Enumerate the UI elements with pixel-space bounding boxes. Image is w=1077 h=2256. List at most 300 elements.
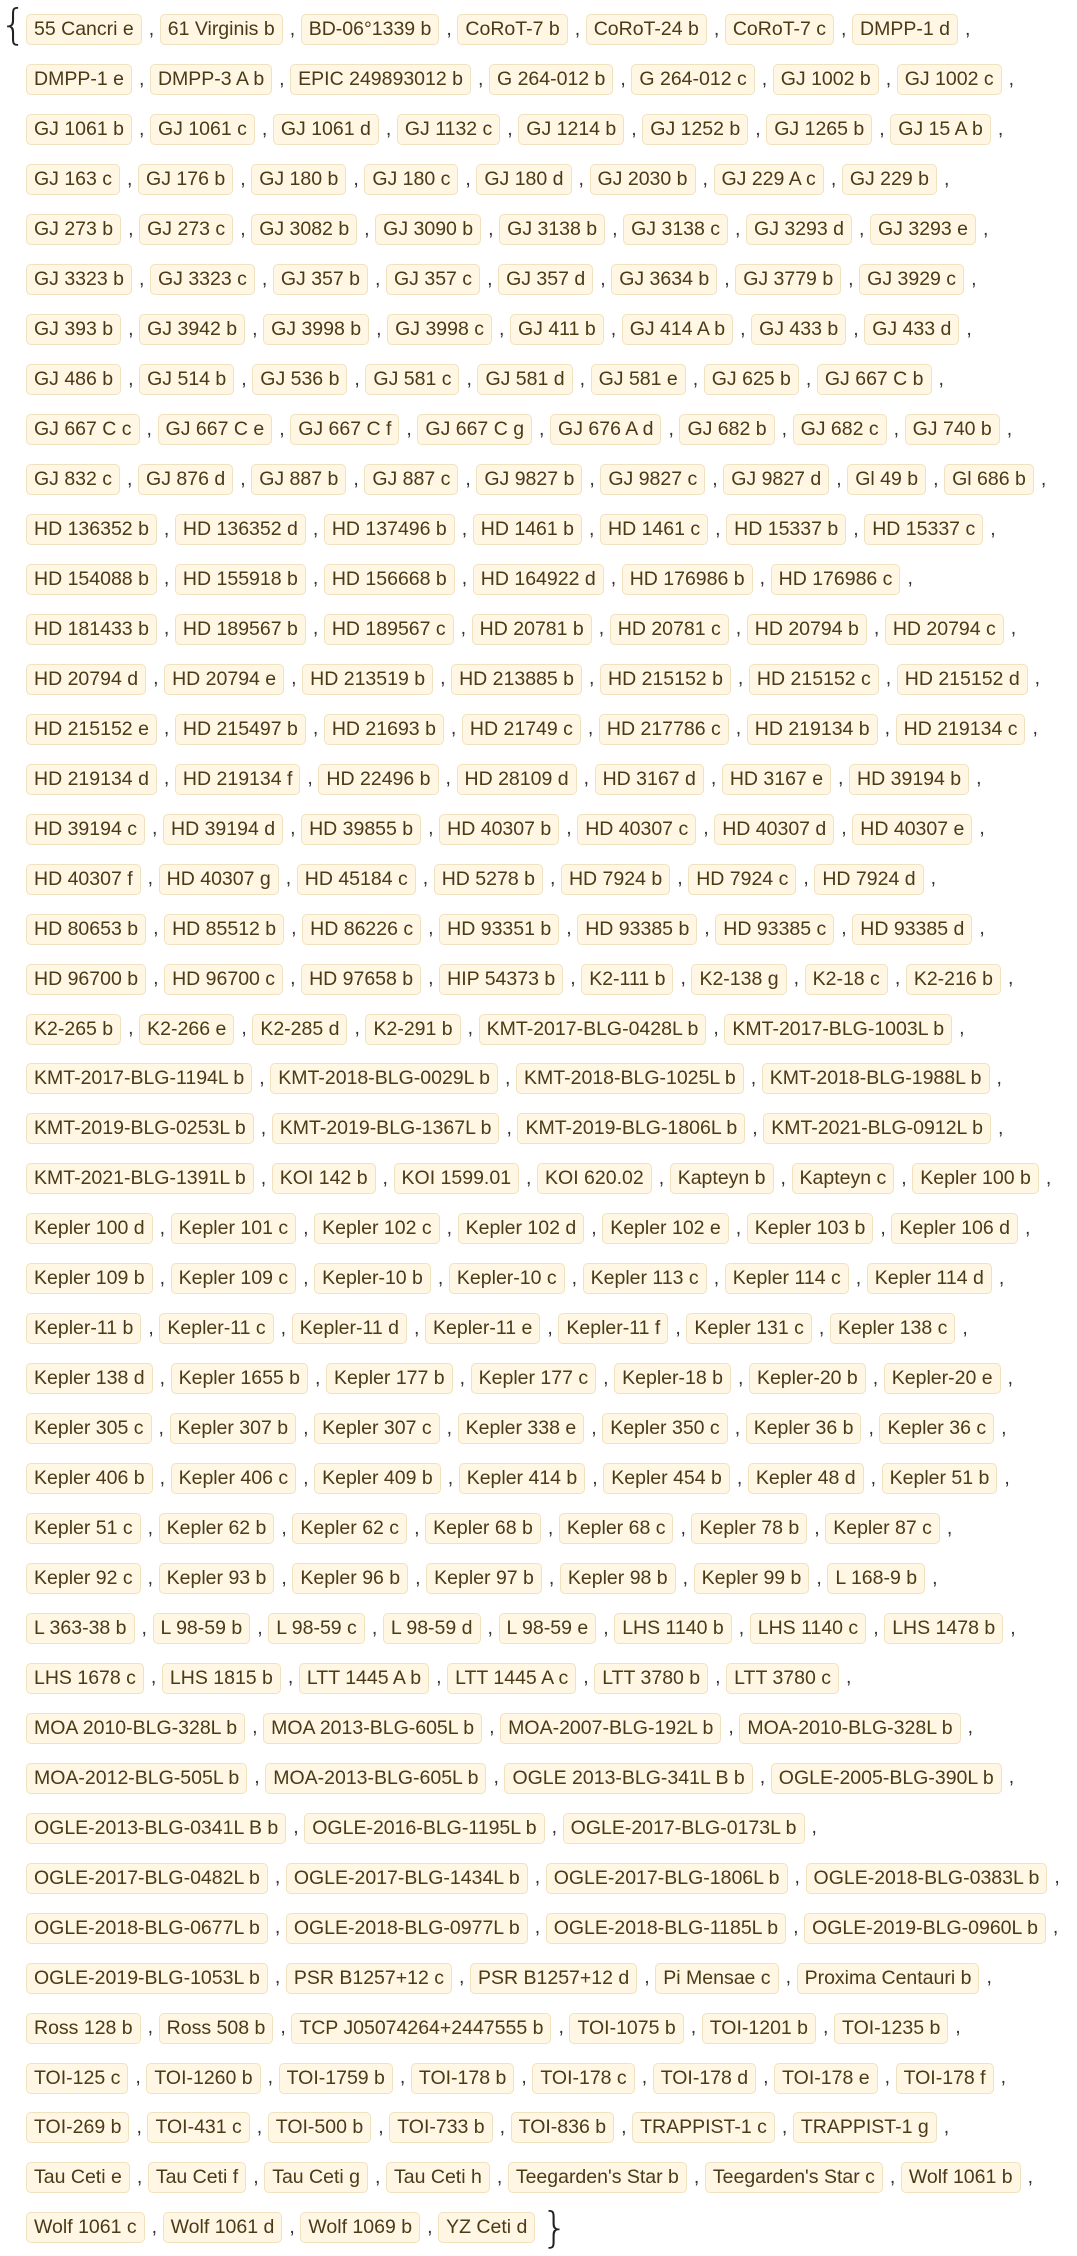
planet-chip[interactable]: Kepler 99 b bbox=[694, 1563, 810, 1594]
planet-chip[interactable]: MOA-2007-BLG-192L b bbox=[500, 1713, 721, 1744]
planet-chip[interactable]: HD 28109 d bbox=[457, 764, 577, 795]
planet-chip[interactable]: TOI-1260 b bbox=[146, 2063, 260, 2094]
planet-chip[interactable]: KMT-2017-BLG-0428L b bbox=[479, 1014, 707, 1045]
planet-chip[interactable]: TOI-125 c bbox=[26, 2063, 128, 2094]
planet-chip[interactable]: KMT-2018-BLG-1025L b bbox=[516, 1063, 744, 1094]
planet-chip[interactable]: OGLE-2017-BLG-0173L b bbox=[563, 1813, 805, 1844]
planet-chip[interactable]: OGLE-2018-BLG-0677L b bbox=[26, 1913, 268, 1944]
planet-chip[interactable]: Kepler 102 c bbox=[314, 1213, 440, 1244]
planet-chip[interactable]: HD 39194 c bbox=[26, 814, 145, 845]
planet-chip[interactable]: HD 156668 b bbox=[324, 564, 455, 595]
planet-chip[interactable]: Teegarden's Star c bbox=[705, 2162, 883, 2193]
planet-chip[interactable]: Kepler 93 b bbox=[159, 1563, 275, 1594]
planet-chip[interactable]: HD 85512 b bbox=[164, 914, 284, 945]
planet-chip[interactable]: TOI-178 b bbox=[411, 2063, 514, 2094]
planet-chip[interactable]: HD 136352 b bbox=[26, 514, 157, 545]
planet-chip[interactable]: GJ 887 b bbox=[251, 464, 346, 495]
planet-chip[interactable]: HD 189567 b bbox=[175, 614, 306, 645]
planet-chip[interactable]: KOI 1599.01 bbox=[394, 1163, 520, 1194]
planet-chip[interactable]: G 264-012 c bbox=[631, 64, 754, 95]
planet-chip[interactable]: Kepler-11 d bbox=[292, 1313, 407, 1344]
planet-chip[interactable]: KOI 142 b bbox=[272, 1163, 376, 1194]
list-item bbox=[577, 807, 714, 851]
planet-chip[interactable]: GJ 3634 b bbox=[611, 264, 717, 295]
planet-chip[interactable]: Kepler 454 b bbox=[603, 1463, 730, 1494]
planet-chip[interactable]: GJ 3293 d bbox=[746, 214, 852, 245]
planet-chip[interactable]: GJ 357 c bbox=[386, 264, 480, 295]
planet-chip[interactable]: Tau Ceti g bbox=[264, 2162, 368, 2193]
planet-chip[interactable]: Tau Ceti f bbox=[148, 2162, 246, 2193]
planet-chip[interactable]: TOI-1201 b bbox=[702, 2013, 816, 2044]
planet-chip[interactable]: GJ 3929 c bbox=[859, 264, 964, 295]
planet-chip[interactable]: OGLE-2018-BLG-0977L b bbox=[286, 1913, 528, 1944]
planet-chip[interactable]: L 98-59 d bbox=[383, 1613, 481, 1644]
planet-chip[interactable]: TOI-1235 b bbox=[834, 2013, 948, 2044]
separator-comma: , bbox=[873, 617, 880, 640]
planet-chip[interactable]: GJ 887 c bbox=[364, 464, 458, 495]
planet-chip[interactable]: HD 39194 d bbox=[163, 814, 283, 845]
planet-chip[interactable]: HD 40307 d bbox=[714, 814, 834, 845]
planet-chip[interactable]: TOI-1075 b bbox=[569, 2013, 683, 2044]
planet-chip[interactable]: GJ 581 d bbox=[477, 364, 572, 395]
planet-chip[interactable]: TOI-178 d bbox=[653, 2063, 756, 2094]
planet-chip[interactable]: HD 96700 b bbox=[26, 964, 146, 995]
planet-chip[interactable]: Ross 128 b bbox=[26, 2013, 141, 2044]
planet-chip[interactable]: Kepler 406 c bbox=[171, 1463, 297, 1494]
planet-chip[interactable]: OGLE-2018-BLG-1185L b bbox=[546, 1913, 786, 1944]
planet-chip[interactable]: Kepler 101 c bbox=[171, 1213, 297, 1244]
planet-chip[interactable]: GJ 9827 c bbox=[600, 464, 705, 495]
planet-chip[interactable]: HD 215152 c bbox=[749, 664, 879, 695]
planet-chip[interactable]: OGLE 2013-BLG-341L B b bbox=[504, 1763, 752, 1794]
planet-chip[interactable]: Kepler 100 b bbox=[912, 1163, 1039, 1194]
separator-comma: , bbox=[551, 1816, 558, 1839]
planet-chip[interactable]: OGLE-2017-BLG-1806L b bbox=[546, 1863, 788, 1894]
planet-chip[interactable]: OGLE-2013-BLG-0341L B b bbox=[26, 1813, 286, 1844]
planet-chip[interactable]: Kepler 307 c bbox=[314, 1413, 440, 1444]
planet-chip[interactable]: TRAPPIST-1 g bbox=[793, 2112, 937, 2143]
planet-chip[interactable]: HD 219134 d bbox=[26, 764, 157, 795]
planet-chip[interactable]: Kepler-11 c bbox=[159, 1313, 273, 1344]
planet-chip[interactable]: HD 93385 b bbox=[577, 914, 697, 945]
planet-chip[interactable]: KMT-2019-BLG-0253L b bbox=[26, 1113, 254, 1144]
planet-chip[interactable]: Kepler 62 b bbox=[159, 1513, 275, 1544]
planet-chip[interactable]: EPIC 249893012 b bbox=[290, 64, 471, 95]
planet-chip[interactable]: GJ 1214 b bbox=[518, 114, 624, 145]
planet-chip[interactable]: GJ 1061 c bbox=[150, 114, 255, 145]
planet-chip[interactable]: Wolf 1069 b bbox=[300, 2212, 420, 2243]
planet-chip[interactable]: DMPP-1 d bbox=[852, 14, 958, 45]
planet-chip[interactable]: Kepler 109 b bbox=[26, 1263, 153, 1294]
planet-chip[interactable]: TOI-178 f bbox=[896, 2063, 994, 2094]
planet-chip[interactable]: MOA-2013-BLG-605L b bbox=[265, 1763, 486, 1794]
planet-chip[interactable]: GJ 667 C f bbox=[290, 414, 399, 445]
planet-chip[interactable]: HD 15337 b bbox=[726, 514, 846, 545]
planet-chip[interactable]: Kepler 106 d bbox=[891, 1213, 1018, 1244]
planet-chip[interactable]: Kepler 96 b bbox=[292, 1563, 408, 1594]
planet-chip[interactable]: KMT-2021-BLG-0912L b bbox=[763, 1113, 991, 1144]
planet-chip[interactable]: Kepler 102 e bbox=[602, 1213, 729, 1244]
planet-chip[interactable]: OGLE-2019-BLG-0960L b bbox=[804, 1913, 1046, 1944]
planet-chip[interactable]: HD 20794 d bbox=[26, 664, 146, 695]
planet-chip[interactable]: Kepler-11 f bbox=[558, 1313, 668, 1344]
planet-chip[interactable]: Kepler 87 c bbox=[825, 1513, 940, 1544]
planet-chip[interactable]: GJ 433 b bbox=[751, 314, 846, 345]
planet-chip[interactable]: HD 219134 b bbox=[747, 714, 878, 745]
planet-chip[interactable]: Kepler 414 b bbox=[459, 1463, 586, 1494]
planet-chip[interactable]: Kepler 109 c bbox=[171, 1263, 297, 1294]
planet-chip[interactable]: Kepler 51 c bbox=[26, 1513, 141, 1544]
planet-chip[interactable]: K2-18 c bbox=[805, 964, 888, 995]
planet-chip[interactable]: DMPP-3 A b bbox=[150, 64, 272, 95]
planet-chip[interactable]: MOA-2012-BLG-505L b bbox=[26, 1763, 247, 1794]
planet-chip[interactable]: HD 215152 b bbox=[600, 664, 731, 695]
planet-chip[interactable]: K2-291 b bbox=[365, 1014, 460, 1045]
planet-chip[interactable]: Kepler 78 b bbox=[691, 1513, 807, 1544]
planet-chip[interactable]: Kepler 305 c bbox=[26, 1413, 152, 1444]
planet-chip[interactable]: GJ 1002 b bbox=[773, 64, 879, 95]
planet-chip[interactable]: Kepler 177 b bbox=[326, 1363, 453, 1394]
planet-chip[interactable]: GJ 581 e bbox=[591, 364, 686, 395]
planet-chip[interactable]: LTT 3780 b bbox=[594, 1663, 708, 1694]
planet-chip[interactable]: TCP J05074264+2447555 b bbox=[291, 2013, 551, 2044]
planet-chip[interactable]: Kepler-11 b bbox=[26, 1313, 141, 1344]
planet-chip[interactable]: GJ 176 b bbox=[138, 164, 233, 195]
planet-chip[interactable]: GJ 3998 c bbox=[387, 314, 492, 345]
planet-chip[interactable]: Teegarden's Star b bbox=[508, 2162, 687, 2193]
planet-chip[interactable]: LHS 1678 c bbox=[26, 1663, 144, 1694]
planet-chip[interactable]: HD 40307 f bbox=[26, 864, 141, 895]
planet-chip[interactable]: Kepler 338 e bbox=[458, 1413, 585, 1444]
planet-chip[interactable]: OGLE-2016-BLG-1195L b bbox=[304, 1813, 544, 1844]
planet-chip[interactable]: HD 93351 b bbox=[439, 914, 559, 945]
planet-chip[interactable]: GJ 1002 c bbox=[897, 64, 1002, 95]
planet-chip[interactable]: Wolf 1061 b bbox=[901, 2162, 1021, 2193]
planet-chip[interactable]: HD 21749 c bbox=[462, 714, 581, 745]
planet-chip[interactable]: HD 86226 c bbox=[302, 914, 421, 945]
planet-chip[interactable]: TOI-733 b bbox=[389, 2112, 492, 2143]
planet-chip[interactable]: Kepler 103 b bbox=[747, 1213, 874, 1244]
planet-chip[interactable]: HD 21693 b bbox=[324, 714, 444, 745]
planet-chip[interactable]: Ross 508 b bbox=[159, 2013, 274, 2044]
planet-chip[interactable]: GJ 486 b bbox=[26, 364, 121, 395]
planet-chip[interactable]: GJ 667 C g bbox=[417, 414, 532, 445]
planet-chip[interactable]: KMT-2017-BLG-1003L b bbox=[724, 1014, 952, 1045]
planet-chip[interactable]: HD 154088 b bbox=[26, 564, 157, 595]
planet-chip[interactable]: 55 Cancri e bbox=[26, 14, 142, 45]
planet-chip[interactable]: HD 215497 b bbox=[175, 714, 306, 745]
planet-chip[interactable]: GJ 229 A c bbox=[714, 164, 824, 195]
planet-chip[interactable]: 61 Virginis b bbox=[160, 14, 283, 45]
planet-chip[interactable]: GJ 3323 c bbox=[150, 264, 255, 295]
planet-chip[interactable]: GJ 3090 b bbox=[375, 214, 481, 245]
planet-chip[interactable]: K2-285 d bbox=[252, 1014, 347, 1045]
planet-chip[interactable]: Kepler 177 c bbox=[471, 1363, 597, 1394]
planet-chip[interactable]: Kepler 92 c bbox=[26, 1563, 141, 1594]
planet-chip[interactable]: GJ 2030 b bbox=[590, 164, 696, 195]
planet-chip[interactable]: HIP 54373 b bbox=[439, 964, 563, 995]
planet-chip[interactable]: CoRoT-7 b bbox=[457, 14, 567, 45]
planet-chip[interactable]: TOI-269 b bbox=[26, 2112, 129, 2143]
planet-chip[interactable]: GJ 3942 b bbox=[139, 314, 245, 345]
planet-chip[interactable]: GJ 3082 b bbox=[251, 214, 357, 245]
planet-chip[interactable]: OGLE-2017-BLG-1434L b bbox=[286, 1863, 528, 1894]
planet-chip[interactable]: PSR B1257+12 c bbox=[286, 1963, 452, 1994]
planet-chip[interactable]: Kepler 51 b bbox=[882, 1463, 998, 1494]
planet-chip[interactable]: L 363-38 b bbox=[26, 1613, 135, 1644]
planet-chip[interactable]: YZ Ceti d bbox=[438, 2212, 535, 2243]
planet-chip[interactable]: KMT-2017-BLG-1194L b bbox=[26, 1063, 252, 1094]
planet-chip[interactable]: DMPP-1 e bbox=[26, 64, 132, 95]
planet-chip[interactable]: KOI 620.02 bbox=[537, 1163, 652, 1194]
planet-chip[interactable]: L 98-59 c bbox=[268, 1613, 365, 1644]
planet-chip[interactable]: Kepler 100 d bbox=[26, 1213, 153, 1244]
planet-chip[interactable]: Proxima Centauri b bbox=[797, 1963, 980, 1994]
planet-chip[interactable]: Kepler 68 b bbox=[425, 1513, 541, 1544]
planet-chip[interactable]: GJ 1252 b bbox=[642, 114, 748, 145]
planet-chip[interactable]: GJ 229 b bbox=[842, 164, 937, 195]
planet-chip[interactable]: Kapteyn b bbox=[670, 1163, 774, 1194]
planet-chip[interactable]: K2-111 b bbox=[581, 964, 673, 995]
planet-chip[interactable]: GJ 3293 e bbox=[870, 214, 976, 245]
planet-chip[interactable]: GJ 9827 b bbox=[476, 464, 582, 495]
planet-chip[interactable]: L 98-59 b bbox=[153, 1613, 251, 1644]
planet-chip[interactable]: HD 7924 d bbox=[814, 864, 923, 895]
planet-chip[interactable]: Kepler-18 b bbox=[614, 1363, 731, 1394]
planet-chip[interactable]: GJ 625 b bbox=[704, 364, 799, 395]
planet-chip[interactable]: HD 1461 c bbox=[600, 514, 708, 545]
planet-chip[interactable]: GJ 682 c bbox=[793, 414, 887, 445]
planet-chip[interactable]: Kepler 350 c bbox=[602, 1413, 728, 1444]
planet-chip[interactable]: GJ 1061 b bbox=[26, 114, 132, 145]
planet-chip[interactable]: Kepler 409 b bbox=[314, 1463, 441, 1494]
planet-chip[interactable]: GJ 15 A b bbox=[890, 114, 991, 145]
planet-chip[interactable]: Kepler 113 c bbox=[583, 1263, 707, 1294]
planet-chip[interactable]: HD 39855 b bbox=[301, 814, 421, 845]
planet-chip[interactable]: HD 176986 b bbox=[622, 564, 753, 595]
planet-chip[interactable]: HD 7924 b bbox=[561, 864, 670, 895]
planet-chip[interactable]: Kepler-11 e bbox=[425, 1313, 540, 1344]
planet-chip[interactable]: HD 1461 b bbox=[473, 514, 582, 545]
planet-chip[interactable]: HD 80653 b bbox=[26, 914, 146, 945]
planet-chip[interactable]: GJ 414 A b bbox=[622, 314, 733, 345]
planet-chip[interactable]: HD 93385 c bbox=[715, 914, 834, 945]
planet-chip[interactable]: TOI-178 c bbox=[532, 2063, 634, 2094]
planet-chip[interactable]: GJ 411 b bbox=[510, 314, 604, 345]
planet-chip[interactable]: L 98-59 e bbox=[499, 1613, 597, 1644]
planet-chip[interactable]: TOI-836 b bbox=[511, 2112, 614, 2143]
planet-chip[interactable]: Kepler 406 b bbox=[26, 1463, 153, 1494]
planet-chip[interactable]: KMT-2019-BLG-1367L b bbox=[272, 1113, 500, 1144]
planet-chip[interactable]: Kepler-10 b bbox=[314, 1263, 431, 1294]
planet-chip[interactable]: LHS 1140 c bbox=[750, 1613, 866, 1644]
planet-chip[interactable]: G 264-012 b bbox=[489, 64, 613, 95]
planet-chip[interactable]: PSR B1257+12 d bbox=[470, 1963, 637, 1994]
planet-chip[interactable]: LTT 1445 A b bbox=[299, 1663, 429, 1694]
planet-chip[interactable]: OGLE-2017-BLG-0482L b bbox=[26, 1863, 268, 1894]
planet-chip[interactable]: HD 3167 e bbox=[722, 764, 831, 795]
planet-chip[interactable]: HD 40307 g bbox=[159, 864, 279, 895]
planet-chip[interactable]: HD 219134 f bbox=[175, 764, 301, 795]
planet-chip[interactable]: LHS 1478 b bbox=[884, 1613, 1003, 1644]
planet-chip[interactable]: LHS 1140 b bbox=[614, 1613, 732, 1644]
planet-chip[interactable]: HD 3167 d bbox=[595, 764, 704, 795]
planet-chip[interactable]: GJ 1265 b bbox=[766, 114, 872, 145]
planet-chip[interactable]: HD 97658 b bbox=[301, 964, 421, 995]
planet-chip[interactable]: LHS 1815 b bbox=[162, 1663, 281, 1694]
planet-chip[interactable]: GJ 180 b bbox=[251, 164, 346, 195]
planet-chip[interactable]: GJ 393 b bbox=[26, 314, 121, 345]
planet-chip[interactable]: OGLE-2019-BLG-1053L b bbox=[26, 1963, 268, 1994]
planet-chip[interactable]: GJ 3779 b bbox=[735, 264, 841, 295]
planet-chip[interactable]: Wolf 1061 d bbox=[163, 2212, 283, 2243]
planet-chip[interactable]: HD 40307 b bbox=[439, 814, 559, 845]
planet-chip[interactable]: CoRoT-7 c bbox=[725, 14, 834, 45]
planet-chip[interactable]: Pi Mensae c bbox=[655, 1963, 778, 1994]
planet-chip[interactable]: Kepler 114 c bbox=[725, 1263, 849, 1294]
planet-chip[interactable]: GJ 876 d bbox=[138, 464, 233, 495]
planet-chip[interactable]: HD 164922 d bbox=[473, 564, 604, 595]
planet-chip[interactable]: GJ 514 b bbox=[139, 364, 234, 395]
planet-chip[interactable]: Kepler 307 b bbox=[170, 1413, 297, 1444]
planet-chip[interactable]: LTT 3780 c bbox=[726, 1663, 839, 1694]
planet-chip[interactable]: TOI-178 e bbox=[774, 2063, 877, 2094]
planet-chip[interactable]: GJ 832 c bbox=[26, 464, 120, 495]
planet-chip[interactable]: Kepler 131 c bbox=[686, 1313, 812, 1344]
planet-chip[interactable]: OGLE-2018-BLG-0383L b bbox=[806, 1863, 1048, 1894]
planet-chip[interactable]: MOA-2010-BLG-328L b bbox=[739, 1713, 960, 1744]
planet-chip[interactable]: K2-216 b bbox=[906, 964, 1001, 995]
planet-chip[interactable]: GJ 357 d bbox=[498, 264, 593, 295]
planet-chip[interactable]: HD 20794 e bbox=[164, 664, 284, 695]
planet-chip[interactable]: Kepler 36 c bbox=[879, 1413, 994, 1444]
planet-chip[interactable]: HD 20794 c bbox=[885, 614, 1004, 645]
planet-chip[interactable]: K2-138 g bbox=[691, 964, 786, 995]
planet-chip[interactable]: GJ 273 c bbox=[139, 214, 233, 245]
planet-chip[interactable]: GJ 1132 c bbox=[397, 114, 500, 145]
planet-chip[interactable]: HD 45184 c bbox=[297, 864, 416, 895]
planet-chip[interactable]: OGLE-2005-BLG-390L b bbox=[771, 1763, 1002, 1794]
planet-chip[interactable]: GJ 3998 b bbox=[263, 314, 369, 345]
planet-chip[interactable]: GJ 180 d bbox=[476, 164, 571, 195]
planet-chip[interactable]: Kepler 62 c bbox=[292, 1513, 407, 1544]
planet-chip[interactable]: Kepler 97 b bbox=[426, 1563, 542, 1594]
planet-chip[interactable]: GJ 273 b bbox=[26, 214, 121, 245]
planet-chip[interactable]: HD 20781 c bbox=[610, 614, 729, 645]
planet-chip[interactable]: Kepler 48 d bbox=[748, 1463, 864, 1494]
planet-chip[interactable]: GJ 180 c bbox=[364, 164, 458, 195]
planet-chip[interactable]: Wolf 1061 c bbox=[26, 2212, 145, 2243]
planet-chip[interactable]: GJ 9827 d bbox=[723, 464, 829, 495]
planet-chip[interactable]: GJ 581 c bbox=[365, 364, 459, 395]
planet-chip[interactable]: L 168-9 b bbox=[827, 1563, 925, 1594]
planet-chip[interactable]: GJ 667 C e bbox=[158, 414, 273, 445]
planet-chip[interactable]: TRAPPIST-1 c bbox=[632, 2112, 775, 2143]
planet-chip[interactable]: HD 40307 e bbox=[852, 814, 972, 845]
planet-chip[interactable]: GJ 3323 b bbox=[26, 264, 132, 295]
planet-chip[interactable]: Tau Ceti h bbox=[386, 2162, 490, 2193]
planet-chip[interactable]: K2-265 b bbox=[26, 1014, 121, 1045]
planet-chip[interactable]: HD 93385 d bbox=[852, 914, 972, 945]
planet-chip[interactable]: HD 5278 b bbox=[434, 864, 543, 895]
planet-chip[interactable]: Gl 49 b bbox=[847, 464, 926, 495]
planet-chip[interactable]: Kapteyn c bbox=[792, 1163, 895, 1194]
planet-chip[interactable]: LTT 1445 A c bbox=[447, 1663, 576, 1694]
planet-chip[interactable]: KMT-2019-BLG-1806L b bbox=[517, 1113, 745, 1144]
planet-chip[interactable]: Kepler 138 d bbox=[26, 1363, 153, 1394]
planet-chip[interactable]: GJ 682 b bbox=[679, 414, 774, 445]
planet-chip[interactable]: HD 215152 d bbox=[897, 664, 1028, 695]
planet-chip[interactable]: Tau Ceti e bbox=[26, 2162, 130, 2193]
planet-chip[interactable]: Kepler-20 b bbox=[749, 1363, 866, 1394]
planet-chip[interactable]: GJ 740 b bbox=[905, 414, 1000, 445]
planet-chip[interactable]: HD 15337 c bbox=[864, 514, 983, 545]
planet-chip[interactable]: TOI-431 c bbox=[147, 2112, 249, 2143]
planet-chip[interactable]: HD 217786 c bbox=[599, 714, 729, 745]
planet-chip[interactable]: HD 189567 c bbox=[324, 614, 454, 645]
planet-chip[interactable]: Kepler-10 c bbox=[449, 1263, 565, 1294]
planet-chip[interactable]: TOI-500 b bbox=[268, 2112, 371, 2143]
planet-chip[interactable]: GJ 357 b bbox=[273, 264, 368, 295]
separator-comma: , bbox=[466, 367, 472, 390]
planet-chip[interactable]: HD 213519 b bbox=[302, 664, 433, 695]
planet-chip[interactable]: HD 181433 b bbox=[26, 614, 157, 645]
planet-chip[interactable]: K2-266 e bbox=[139, 1014, 234, 1045]
planet-chip[interactable]: Kepler 1655 b bbox=[171, 1363, 308, 1394]
planet-chip[interactable]: BD-06°1339 b bbox=[301, 14, 440, 45]
planet-chip[interactable]: Kepler 114 d bbox=[867, 1263, 992, 1294]
planet-chip[interactable]: HD 136352 d bbox=[175, 514, 306, 545]
planet-chip[interactable]: KMT-2021-BLG-1391L b bbox=[26, 1163, 254, 1194]
planet-chip[interactable]: HD 215152 e bbox=[26, 714, 157, 745]
planet-chip[interactable]: GJ 3138 c bbox=[623, 214, 728, 245]
planet-chip[interactable]: HD 155918 b bbox=[175, 564, 306, 595]
planet-chip[interactable]: Gl 686 b bbox=[944, 464, 1034, 495]
planet-chip[interactable]: HD 22496 b bbox=[318, 764, 438, 795]
planet-chip[interactable]: HD 39194 b bbox=[849, 764, 969, 795]
planet-chip[interactable]: KMT-2018-BLG-1988L b bbox=[762, 1063, 990, 1094]
planet-chip[interactable]: GJ 676 A d bbox=[550, 414, 661, 445]
planet-chip[interactable]: HD 219134 c bbox=[896, 714, 1026, 745]
planet-chip[interactable]: HD 20781 b bbox=[472, 614, 592, 645]
planet-chip[interactable]: HD 40307 c bbox=[577, 814, 696, 845]
planet-chip[interactable]: MOA 2013-BLG-605L b bbox=[263, 1713, 482, 1744]
planet-chip[interactable]: Kepler-20 e bbox=[884, 1363, 1001, 1394]
planet-chip[interactable]: MOA 2010-BLG-328L b bbox=[26, 1713, 245, 1744]
planet-chip[interactable]: Kepler 68 c bbox=[559, 1513, 674, 1544]
planet-chip[interactable]: Kepler 138 c bbox=[830, 1313, 956, 1344]
planet-chip[interactable]: CoRoT-24 b bbox=[586, 14, 707, 45]
planet-chip[interactable]: KMT-2018-BLG-0029L b bbox=[270, 1063, 498, 1094]
planet-chip[interactable]: GJ 433 d bbox=[864, 314, 959, 345]
planet-chip[interactable]: TOI-1759 b bbox=[279, 2063, 393, 2094]
planet-chip[interactable]: HD 213885 b bbox=[451, 664, 582, 695]
planet-chip[interactable]: HD 20794 b bbox=[747, 614, 867, 645]
planet-chip[interactable]: GJ 1061 d bbox=[273, 114, 379, 145]
planet-chip[interactable]: GJ 667 C c bbox=[26, 414, 140, 445]
planet-chip[interactable]: HD 96700 c bbox=[164, 964, 283, 995]
planet-chip[interactable]: Kepler 36 b bbox=[746, 1413, 862, 1444]
planet-chip[interactable]: GJ 536 b bbox=[252, 364, 347, 395]
planet-chip[interactable]: GJ 3138 b bbox=[499, 214, 605, 245]
planet-chip[interactable]: HD 137496 b bbox=[324, 514, 455, 545]
planet-chip[interactable]: GJ 667 C b bbox=[817, 364, 932, 395]
planet-chip[interactable]: Kepler 98 b bbox=[560, 1563, 676, 1594]
planet-chip[interactable]: GJ 163 c bbox=[26, 164, 120, 195]
planet-chip[interactable]: HD 176986 c bbox=[771, 564, 901, 595]
planet-chip[interactable]: HD 7924 c bbox=[688, 864, 796, 895]
planet-chip[interactable]: Kepler 102 d bbox=[458, 1213, 585, 1244]
